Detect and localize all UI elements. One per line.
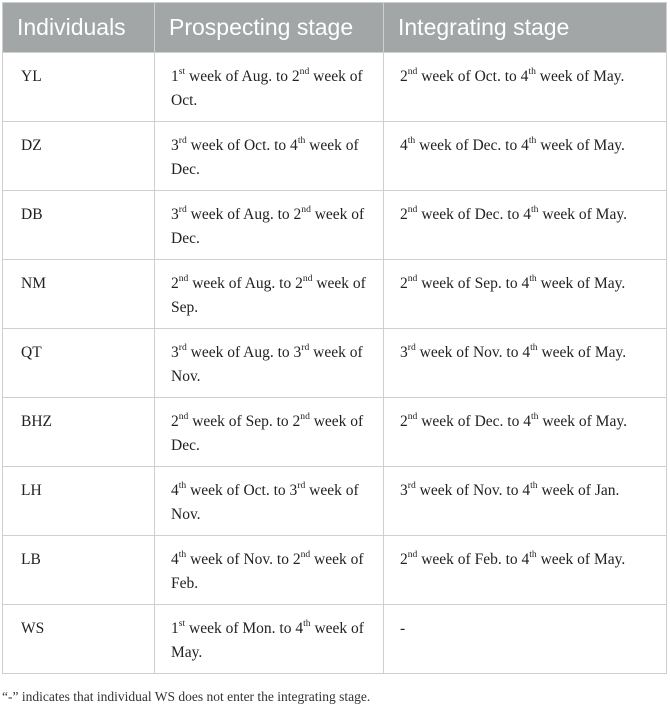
cell-integrating-stage: 2nd week of Feb. to 4th week of May. <box>384 536 667 605</box>
cell-individual: NM <box>3 260 155 329</box>
cell-individual: DZ <box>3 122 155 191</box>
cell-prospecting-stage: 3rd week of Aug. to 3rd week of Nov. <box>155 329 384 398</box>
cell-prospecting-stage: 1st week of Mon. to 4th week of May. <box>155 605 384 674</box>
header-integrating-stage: Integrating stage <box>384 3 667 53</box>
cell-integrating-stage: 2nd week of Oct. to 4th week of May. <box>384 53 667 122</box>
cell-integrating-stage: 2nd week of Sep. to 4th week of May. <box>384 260 667 329</box>
table-row <box>3 191 667 260</box>
cell-integrating-stage: 3rd week of Nov. to 4th week of Jan. <box>384 467 667 536</box>
cell-integrating-stage: 3rd week of Nov. to 4th week of May. <box>384 329 667 398</box>
table-row <box>3 260 667 329</box>
cell-prospecting-stage: 3rd week of Oct. to 4th week of Dec. <box>155 122 384 191</box>
cell-individual: YL <box>3 53 155 122</box>
cell-prospecting-stage: 3rd week of Aug. to 2nd week of Dec. <box>155 191 384 260</box>
cell-prospecting-stage: 4th week of Oct. to 3rd week of Nov. <box>155 467 384 536</box>
cell-individual: LB <box>3 536 155 605</box>
header-individuals: Individuals <box>3 3 155 53</box>
cell-prospecting-stage: 4th week of Nov. to 2nd week of Feb. <box>155 536 384 605</box>
table-footnote: “-” indicates that individual WS does not enter the integrating stage. <box>2 689 371 704</box>
table-row <box>3 398 667 467</box>
cell-integrating-stage: - <box>384 605 667 674</box>
cell-individual: WS <box>3 605 155 674</box>
table-row <box>3 467 667 536</box>
cell-individual: BHZ <box>3 398 155 467</box>
table-row <box>3 536 667 605</box>
cell-integrating-stage: 4th week of Dec. to 4th week of May. <box>384 122 667 191</box>
table-row <box>3 53 667 122</box>
cell-prospecting-stage: 2nd week of Aug. to 2nd week of Sep. <box>155 260 384 329</box>
cell-individual: QT <box>3 329 155 398</box>
header-prospecting-stage: Prospecting stage <box>155 3 384 53</box>
cell-integrating-stage: 2nd week of Dec. to 4th week of May. <box>384 191 667 260</box>
table-row <box>3 605 667 674</box>
cell-integrating-stage: 2nd week of Dec. to 4th week of May. <box>384 398 667 467</box>
cell-prospecting-stage: 2nd week of Sep. to 2nd week of Dec. <box>155 398 384 467</box>
cell-individual: DB <box>3 191 155 260</box>
cell-individual: LH <box>3 467 155 536</box>
table-row <box>3 329 667 398</box>
cell-prospecting-stage: 1st week of Aug. to 2nd week of Oct. <box>155 53 384 122</box>
table-row <box>3 122 667 191</box>
stages-table <box>2 2 667 674</box>
header-row <box>3 3 667 53</box>
